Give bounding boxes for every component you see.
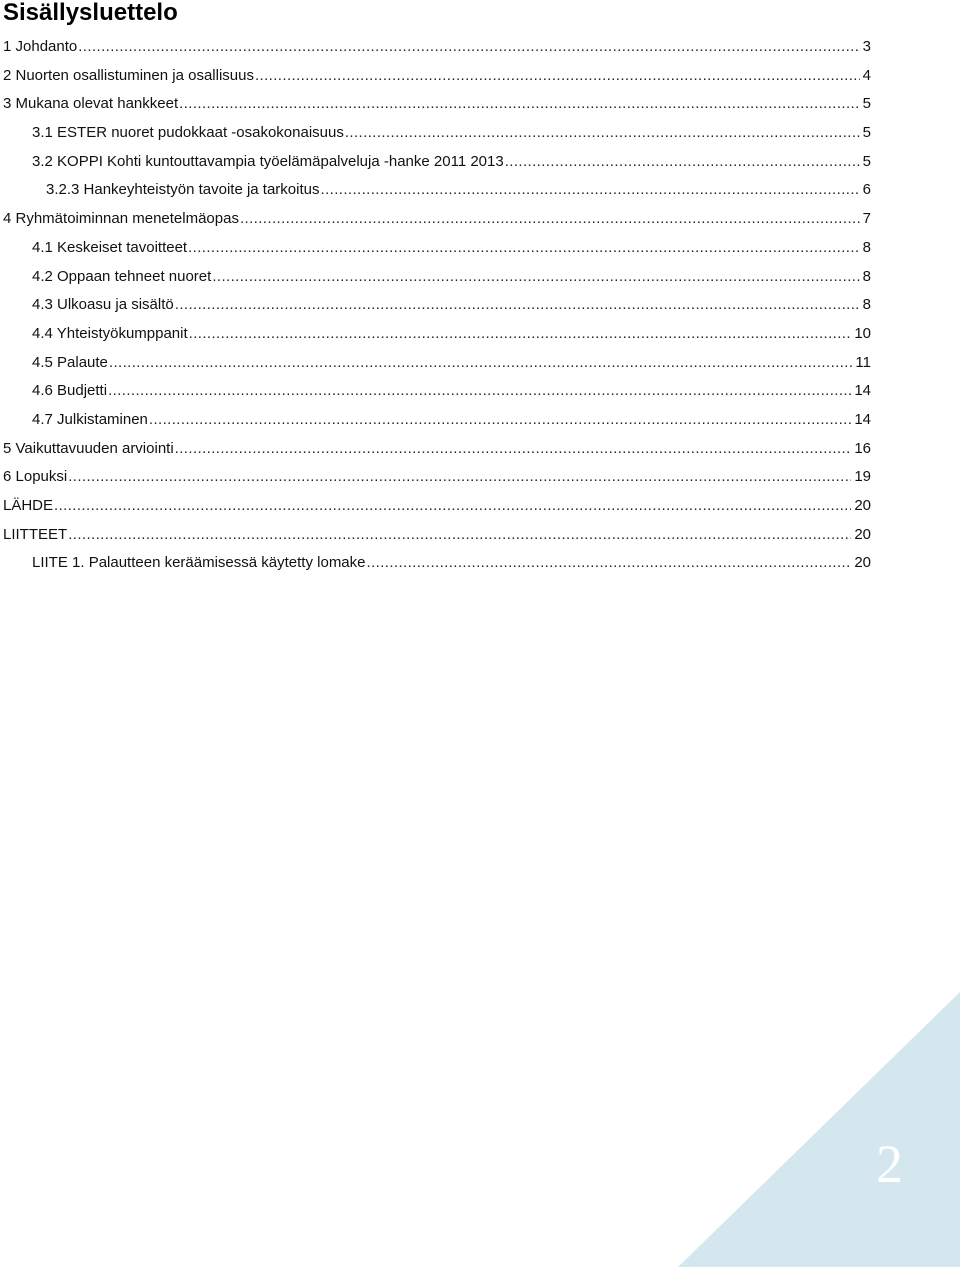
toc-dot-leader bbox=[175, 435, 852, 464]
toc-entry-title: 4.2 Oppaan tehneet nuoret bbox=[32, 267, 212, 285]
toc-entry-title: 2 Nuorten osallistuminen ja osallisuus bbox=[3, 66, 254, 84]
corner-triangle-shape bbox=[678, 992, 960, 1267]
toc-entry-title: 1 Johdanto bbox=[3, 38, 78, 55]
toc-entry-title: 3.1 ESTER nuoret pudokkaat -osakokonaisuus bbox=[32, 124, 344, 142]
page-corner-triangle bbox=[678, 992, 960, 1267]
toc-entry[interactable] bbox=[0, 263, 960, 292]
toc-dot-leader bbox=[505, 148, 860, 177]
corner-triangle-graphic bbox=[678, 992, 960, 1267]
toc-page-number: 5 bbox=[862, 152, 871, 170]
toc-entry[interactable] bbox=[0, 435, 960, 464]
toc-page-number: 6 bbox=[862, 181, 871, 199]
toc-entry-title: 4.1 Keskeiset tavoitteet bbox=[32, 238, 188, 256]
toc-dot-leader bbox=[188, 234, 860, 263]
toc-entry[interactable] bbox=[0, 406, 960, 435]
toc-dot-leader bbox=[78, 33, 859, 62]
toc-entry[interactable] bbox=[0, 463, 960, 492]
toc-entry-title: 4.5 Palaute bbox=[32, 353, 108, 371]
toc-entry[interactable] bbox=[0, 205, 960, 234]
toc-entry-title: 4.4 Yhteistyökumppanit bbox=[32, 324, 188, 342]
toc-entry-title: 3 Mukana olevat hankkeet bbox=[3, 95, 179, 113]
toc-entry[interactable] bbox=[0, 291, 960, 320]
toc-page-number: 8 bbox=[862, 267, 871, 285]
toc-entry[interactable] bbox=[0, 492, 960, 521]
toc-dot-leader bbox=[189, 320, 852, 349]
toc-page-number: 5 bbox=[862, 95, 871, 113]
toc-page-number: 16 bbox=[854, 439, 871, 457]
page-title: Sisällysluettelo bbox=[3, 0, 178, 26]
toc-entry-title: 3.2.3 Hankeyhteistyön tavoite ja tarkoitus bbox=[46, 181, 320, 199]
toc-entry[interactable] bbox=[0, 176, 960, 205]
toc-entry[interactable] bbox=[0, 521, 960, 550]
toc-entry[interactable] bbox=[0, 33, 960, 62]
toc-dot-leader bbox=[212, 263, 859, 292]
toc-entry[interactable] bbox=[0, 90, 960, 119]
toc-entry[interactable] bbox=[0, 349, 960, 378]
toc-entry[interactable] bbox=[0, 148, 960, 177]
toc-page-number: 7 bbox=[862, 210, 871, 228]
toc-entry-title: LIITTEET bbox=[3, 525, 68, 543]
toc-entry[interactable] bbox=[0, 377, 960, 406]
toc-entry-title: 4.3 Ulkoasu ja sisältö bbox=[32, 296, 174, 314]
toc-entry-title: LÄHDE bbox=[3, 497, 54, 514]
toc-page-number: 20 bbox=[854, 497, 871, 514]
toc-entry-title: 4.6 Budjetti bbox=[32, 382, 108, 400]
toc-dot-leader bbox=[149, 406, 851, 435]
toc-page-number: 8 bbox=[862, 296, 871, 314]
toc-entry[interactable] bbox=[0, 549, 960, 578]
toc-entry[interactable] bbox=[0, 234, 960, 263]
toc-dot-leader bbox=[68, 521, 851, 550]
toc-entry-title: 4.7 Julkistaminen bbox=[32, 410, 148, 428]
toc-entry-title: 4 Ryhmätoiminnan menetelmäopas bbox=[3, 210, 239, 228]
page-number: 2 bbox=[876, 1134, 903, 1194]
toc-dot-leader bbox=[109, 349, 853, 378]
toc-dot-leader bbox=[175, 291, 860, 320]
table-of-contents bbox=[0, 33, 960, 578]
toc-page-number: 14 bbox=[854, 410, 871, 428]
toc-entry-title: LIITE 1. Palautteen keräämisessä käytetty lomake bbox=[32, 554, 366, 572]
toc-dot-leader bbox=[345, 119, 860, 148]
toc-page-number: 20 bbox=[854, 554, 871, 572]
toc-entry-title: 5 Vaikuttavuuden arviointi bbox=[3, 439, 174, 457]
toc-page-number: 5 bbox=[862, 124, 871, 142]
toc-entry-title: 3.2 KOPPI Kohti kuntouttavampia työelämäpalveluja -hanke 2011 2013 bbox=[32, 152, 504, 170]
toc-page-number: 8 bbox=[862, 238, 871, 256]
toc-page-number: 4 bbox=[862, 66, 871, 84]
toc-entry[interactable] bbox=[0, 119, 960, 148]
toc-dot-leader bbox=[321, 176, 860, 205]
toc-page-number: 19 bbox=[854, 468, 871, 486]
toc-page-number: 11 bbox=[855, 353, 871, 371]
toc-entry-title: 6 Lopuksi bbox=[3, 468, 68, 486]
toc-entry[interactable] bbox=[0, 320, 960, 349]
toc-dot-leader bbox=[179, 90, 860, 119]
toc-page-number: 20 bbox=[854, 525, 871, 543]
toc-dot-leader bbox=[108, 377, 851, 406]
toc-dot-leader bbox=[68, 463, 851, 492]
toc-dot-leader bbox=[367, 549, 852, 578]
toc-page-number: 3 bbox=[862, 38, 871, 55]
toc-entry[interactable] bbox=[0, 62, 960, 91]
toc-page-number: 10 bbox=[854, 324, 871, 342]
toc-dot-leader bbox=[54, 492, 851, 521]
toc-dot-leader bbox=[240, 205, 860, 234]
toc-page-number: 14 bbox=[854, 382, 871, 400]
toc-dot-leader bbox=[255, 62, 860, 91]
